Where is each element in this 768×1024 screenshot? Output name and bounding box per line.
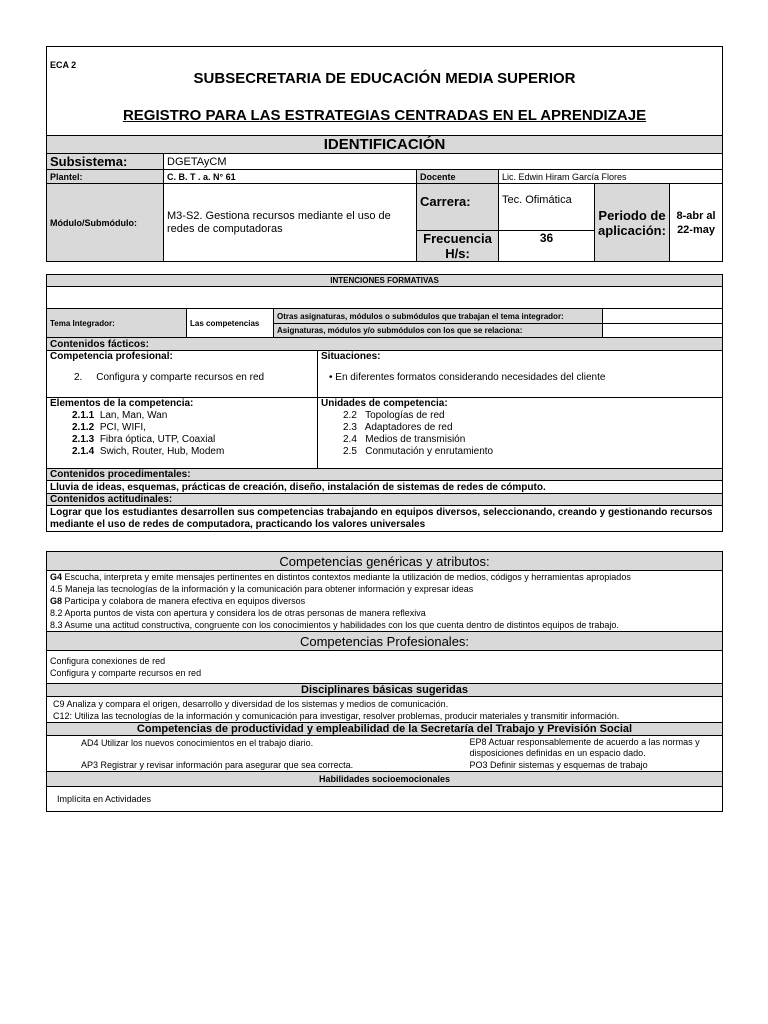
situaciones-label: Situaciones: <box>321 351 381 362</box>
docente-label: Docente <box>417 170 499 184</box>
disciplinares-heading: Disciplinares básicas sugeridas <box>47 684 723 697</box>
intenciones-blank-row <box>47 287 723 309</box>
elemento-item: 2.1.3 Fibra óptica, UTP, Coaxial <box>72 434 216 445</box>
subsistema-value: DGETAyCM <box>164 154 723 170</box>
identification-block <box>46 46 722 262</box>
productividad-left-cell <box>47 736 467 772</box>
generica-item: 8.3 Asume una actitud constructiva, congruente con los conocimientos y habilidades con los que cuenta dentro de distintos equipos de trabajo. <box>50 620 619 630</box>
disciplinar-item: C12: Utiliza las tecnologías de la información y comunicación para investigar, resolver problemas, producir materiales y transmitir información. <box>53 710 620 721</box>
intenciones-block <box>46 274 722 532</box>
asignaturas-relaciona-label: Asignaturas, módulos y/o submódulos con los que se relaciona: <box>274 324 603 338</box>
disciplinares-cell <box>47 697 723 723</box>
elemento-item: 2.1.4 Swich, Router, Hub, Modem <box>72 446 225 457</box>
elementos-competencia-label: Elementos de la competencia: <box>50 398 194 409</box>
elemento-item: 2.1.2 PCI, WIFI, <box>72 422 146 433</box>
productividad-heading: Competencias de productividad y empleabilidad de la Secretaría del Trabajo y Previsión Social <box>47 723 723 736</box>
unidad-item: 2.5 Conmutación y enrutamiento <box>343 446 494 457</box>
frecuencia-label: Frecuencia H/s: <box>417 231 499 262</box>
contenidos-procedimentales-value: Lluvia de ideas, esquemas, prácticas de creación, diseño, instalación de sistemas de redes de cómputo. <box>47 481 723 494</box>
intenciones-heading: INTENCIONES FORMATIVAS <box>47 275 723 287</box>
competencia-profesional-label: Competencia profesional: <box>50 351 173 362</box>
generica-item: 4.5 Maneja las tecnologías de la información y la comunicación para obtener información y expresar ideas <box>50 584 474 594</box>
unidad-item: 2.4 Medios de transmisión <box>343 434 466 445</box>
document-title: SUBSECRETARIA DE EDUCACIÓN MEDIA SUPERIOR <box>193 70 576 87</box>
las-competencias-label: Las competencias <box>187 309 274 338</box>
plantel-value: C. B. T . a. N° 61 <box>164 170 417 184</box>
unidad-item: 2.3 Adaptadores de red <box>343 422 453 433</box>
modulo-label: Módulo/Submódulo: <box>47 184 164 262</box>
situaciones-cell <box>318 351 723 398</box>
contenidos-actitudinales-label: Contenidos actitudinales: <box>47 494 723 506</box>
document-header <box>47 47 723 136</box>
generica-item: G4 Escucha, interpreta y emite mensajes pertinentes en distintos contextos mediante la utilización de medios, códigos y herramientas apropiados <box>50 572 631 582</box>
contenidos-actitudinales-value: Lograr que los estudiantes desarrollen sus competencias trabajando en equipos diversos, seleccionando, creando y gestionando recursos mediante el uso de redes de computadora, practicando los valores universales <box>47 506 723 532</box>
competencias-genericas-heading: Competencias genéricas y atributos: <box>47 552 723 571</box>
plantel-label: Plantel: <box>47 170 164 184</box>
unidad-item: 2.2 Topologías de red <box>343 410 445 421</box>
productividad-item: EP8 Actuar responsablemente de acuerdo a las normas y disposiciones definidas en un espacio dado. <box>469 737 700 758</box>
tema-integrador-label: Tema Integrador: <box>47 309 187 338</box>
generica-item: 8.2 Aporta puntos de vista con apertura y considera los de otras personas de manera reflexiva <box>50 608 426 618</box>
competencias-profesionales-cell <box>47 651 723 684</box>
periodo-value: 8-abr al 22-may <box>670 184 723 262</box>
identificacion-heading: IDENTIFICACIÓN <box>47 136 723 154</box>
carrera-label: Carrera: <box>417 184 499 231</box>
docente-value: Lic. Edwin Hiram García Flores <box>499 170 723 184</box>
disciplinar-item: C9 Analiza y compara el origen, desarrollo y diversidad de los sistemas y medios de comunicación. <box>53 698 449 709</box>
otras-asignaturas-label: Otras asignaturas, módulos o submódulos que trabajan el tema integrador: <box>274 309 603 324</box>
socioemocionales-heading: Habilidades socioemocionales <box>47 772 723 787</box>
productividad-right-cell <box>467 736 723 772</box>
otras-asignaturas-value <box>603 309 723 324</box>
periodo-label: Periodo de aplicación: <box>595 184 670 262</box>
situaciones-value: • En diferentes formatos considerando necesidades del cliente <box>329 372 606 383</box>
competencia-profesional-value: 2. Configura y comparte recursos en red <box>74 372 265 383</box>
generica-item: G8 Participa y colabora de manera efectiva en equipos diversos <box>50 596 306 606</box>
contenidos-procedimentales-label: Contenidos procedimentales: <box>47 469 723 481</box>
elemento-item: 2.1.1 Lan, Man, Wan <box>72 410 168 421</box>
productividad-item: AD4 Utilizar los nuevos conocimientos en el trabajo diario. <box>81 738 314 748</box>
productividad-item: AP3 Registrar y revisar información para asegurar que sea correcta. <box>81 760 354 770</box>
productividad-item: PO3 Definir sistemas y esquemas de trabajo <box>469 760 648 770</box>
contenidos-facticos-label: Contenidos fácticos: <box>47 338 723 351</box>
document-subtitle: REGISTRO PARA LAS ESTRATEGIAS CENTRADAS EN EL APRENDIZAJE <box>122 107 647 124</box>
profesional-item: Configura y comparte recursos en red <box>50 668 202 678</box>
competencias-profesionales-heading: Competencias Profesionales: <box>47 632 723 651</box>
unidades-competencia-cell <box>318 398 723 469</box>
competencia-profesional-cell <box>47 351 318 398</box>
document-code: ECA 2 <box>50 60 77 70</box>
profesional-item: Configura conexiones de red <box>50 656 166 666</box>
asignaturas-relaciona-value <box>603 324 723 338</box>
competencias-block <box>46 551 722 812</box>
unidades-list <box>321 410 719 458</box>
elementos-list <box>50 410 314 458</box>
socioemocionales-value: Implícita en Actividades <box>47 787 723 812</box>
subsistema-label: Subsistema: <box>47 154 164 170</box>
modulo-value: M3-S2. Gestiona recursos mediante el uso de redes de computadoras <box>164 184 417 262</box>
frecuencia-value: 36 <box>499 231 595 262</box>
carrera-value: Tec. Ofimática <box>499 184 595 231</box>
unidades-competencia-label: Unidades de competencia: <box>321 398 448 409</box>
elementos-competencia-cell <box>47 398 318 469</box>
competencias-genericas-cell <box>47 571 723 632</box>
